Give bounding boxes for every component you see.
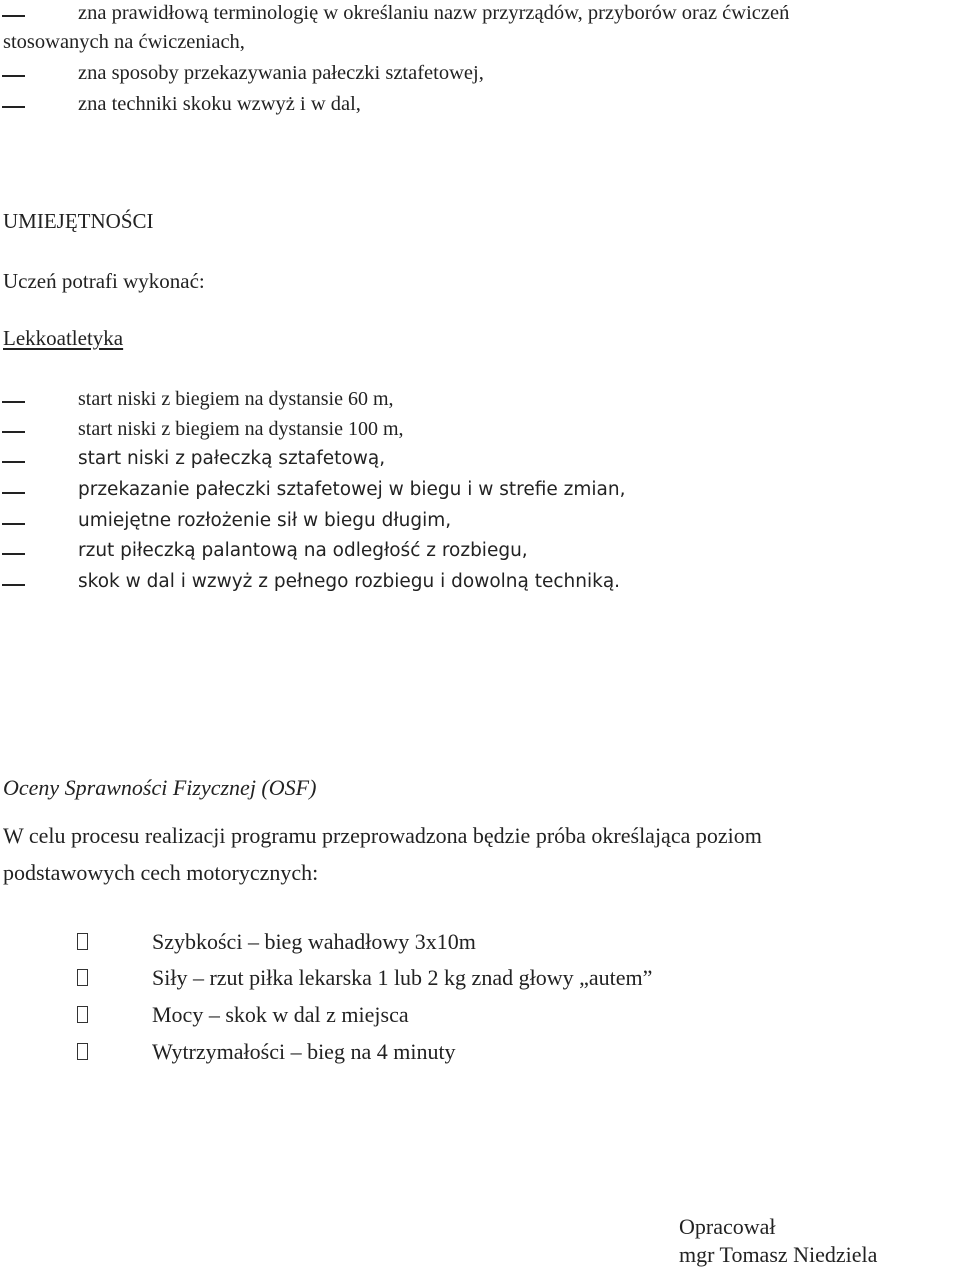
signature-label: Opracował xyxy=(679,1214,776,1239)
list-item-text: Szybkości – bieg wahadłowy 3x10m xyxy=(152,929,476,954)
list-item-text: przekazanie pałeczki sztafetowej w biegu i w strefie zmian, xyxy=(78,479,626,500)
list-item-text: zna prawidłową terminologię w określaniu nazw przyrządów, przyborów oraz ćwiczeń xyxy=(78,2,790,24)
list-item-text: Siły – rzut piłka lekarska 1 lub 2 kg znad głowy „autem” xyxy=(152,965,653,990)
list-item-text: start niski z biegiem na dystansie 100 m, xyxy=(78,418,404,440)
checkbox-bullet-icon xyxy=(77,933,88,950)
dash-bullet-icon xyxy=(0,508,26,534)
dash-bullet-icon xyxy=(0,60,26,86)
checkbox-bullet-icon xyxy=(77,1006,88,1023)
list-item-text: start niski z biegiem na dystansie 60 m, xyxy=(78,388,394,410)
list-item-text: zna sposoby przekazywania pałeczki sztafetowej, xyxy=(78,62,484,84)
checkbox-bullet-icon xyxy=(77,969,88,986)
list-item-continuation xyxy=(3,28,245,55)
dash-bullet-icon xyxy=(0,91,26,117)
dash-bullet-icon xyxy=(0,0,26,26)
dash-bullet-icon xyxy=(0,477,26,503)
checkbox-bullet-icon xyxy=(77,1043,88,1060)
list-item-text: Mocy – skok w dal z miejsca xyxy=(152,1002,409,1027)
list-item-text: rzut piłeczką palantową na odległość z rozbiegu, xyxy=(78,540,528,561)
list-item-text: Wytrzymałości – bieg na 4 minuty xyxy=(152,1039,456,1064)
list-item-text: umiejętne rozłożenie sił w biegu długim, xyxy=(78,510,452,531)
list-item-text: stosowanych na ćwiczeniach, xyxy=(3,31,245,53)
dash-bullet-icon xyxy=(0,386,26,412)
list-item-text: zna techniki skoku wzwyż i w dal, xyxy=(78,93,361,115)
paragraph-line: podstawowych cech motorycznych: xyxy=(3,860,319,885)
dash-bullet-icon xyxy=(0,446,26,472)
signature-name: mgr Tomasz Niedziela xyxy=(679,1242,878,1267)
paragraph-line: W celu procesu realizacji programu przeprowadzona będzie próba określająca poziom xyxy=(3,823,762,848)
list-item-text: skok w dal i wzwyż z pełnego rozbiegu i dowolną techniką. xyxy=(78,571,621,592)
section-heading: UMIEJĘTNOŚCI xyxy=(3,209,154,233)
section-intro: Uczeń potrafi wykonać: xyxy=(3,269,205,293)
subsection-heading: Lekkoatletyka xyxy=(3,326,124,350)
section-heading: Oceny Sprawności Fizycznej (OSF) xyxy=(3,775,317,800)
dash-bullet-icon xyxy=(0,569,26,595)
dash-bullet-icon xyxy=(0,416,26,442)
dash-bullet-icon xyxy=(0,538,26,564)
list-item-text: start niski z pałeczką sztafetową, xyxy=(78,448,386,469)
